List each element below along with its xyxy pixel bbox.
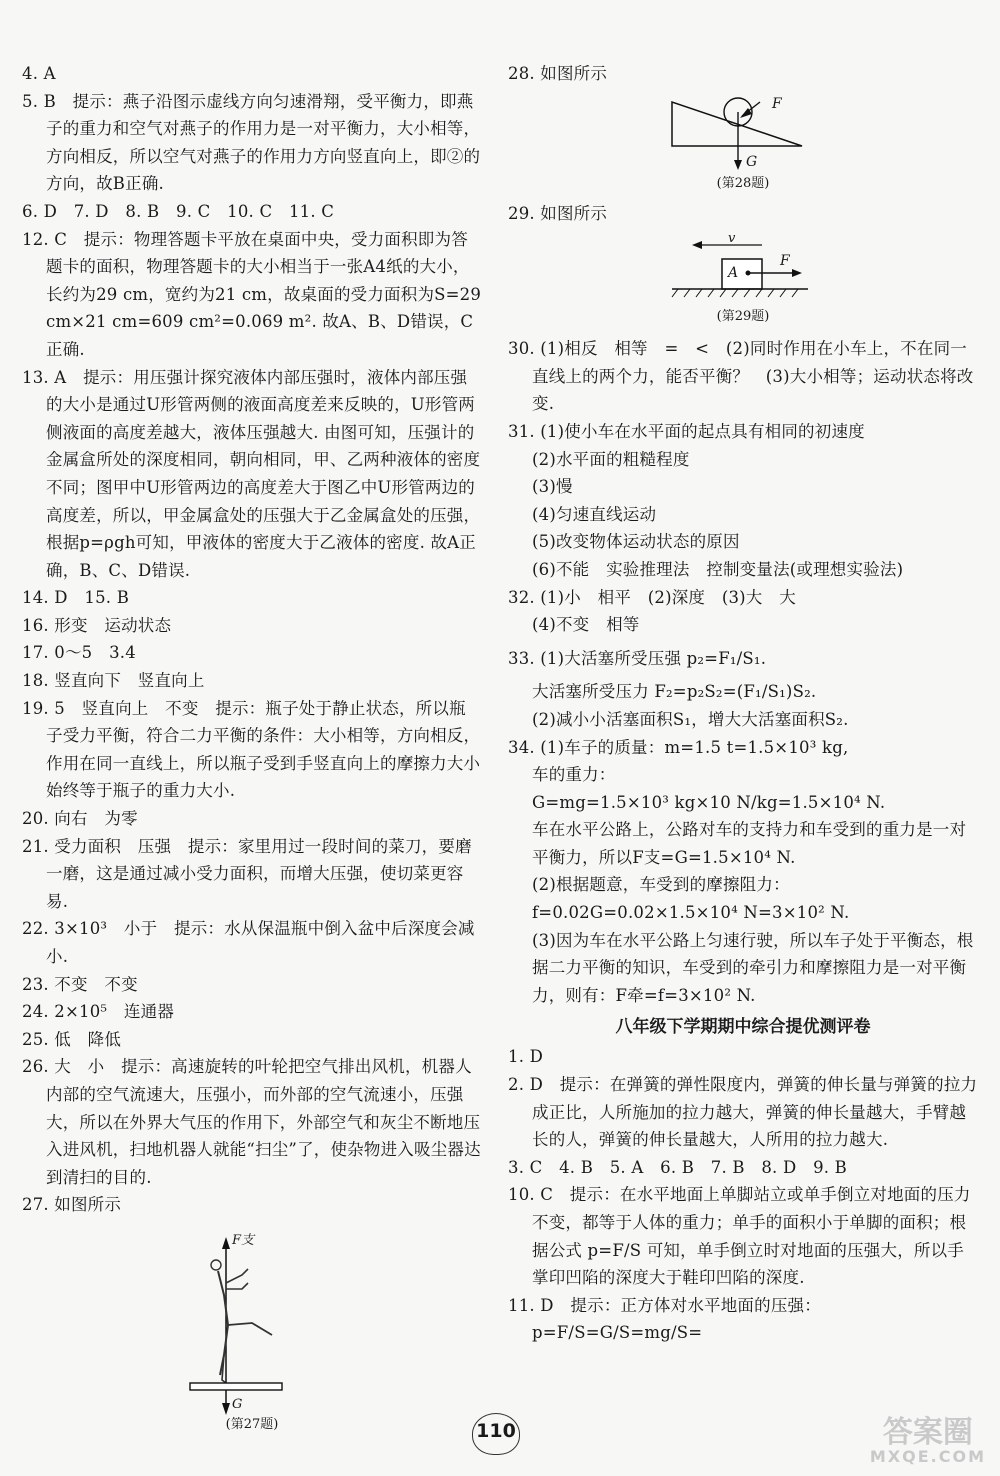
answer-19: 19. 5 竖直向上 不变 提示：瓶子处于静止状态，所以瓶子受力平衡，符合二力平衡的条件：大小相等，方向相反，作用在同一直线上，所以瓶子受到手竖直向上的摩擦力大小始终等于瓶子的重力大小. xyxy=(22,698,481,801)
answer-18: 18. 竖直向下 竖直向上 xyxy=(22,671,205,691)
answer-31-6: (6)不能 实验推理法 控制变量法(或理想实验法) xyxy=(532,559,904,579)
answer-13: 13. A 提示：用压强计探究液体内部压强时，液体内部压强的大小是通过U形管两侧的液面高度差来反映的，U形管两侧液面的高度差越大，液体压强越大. 由图可知，压强计的金属盒所处的深度相同，朝向相同，甲、乙两种液体的密度不同；图甲中U形管两边的高度差大于图乙中U形管两边的高度差，所以，甲金属盒处的压强大于乙金属盒处的压强，根据p=ρgh可知，甲液体的密度大于乙液体的密度. 故A正确，B、C、D错误. xyxy=(22,367,481,580)
left-column xyxy=(22,60,482,1435)
answer-20: 20. 向右 为零 xyxy=(22,809,138,829)
answer-32-2: (4)不变 相等 xyxy=(532,615,640,635)
figure-28-label-f: F xyxy=(772,95,782,112)
answer-31-5: (5)改变物体运动状态的原因 xyxy=(532,532,740,552)
right-column xyxy=(508,60,978,1347)
answers-6-11: 6. D 7. D 8. B 9. C 10. C 11. C xyxy=(22,201,335,221)
answer-34-1: 34. (1)车子的质量：m=1.5 t=1.5×10³ kg, xyxy=(508,737,849,757)
figure-29-drawing xyxy=(668,231,818,307)
answer-5: 5. B 提示：燕子沿图示虚线方向匀速滑翔，受平衡力，即燕子的重力和空气对燕子的作用力是一对平衡力，大小相等，方向相反，所以空气对燕子的作用力方向竖直向上，即②的方向，故B正确. xyxy=(22,91,481,194)
answer-34-6: f=0.02G=0.02×1.5×10⁴ N=3×10² N. xyxy=(532,903,850,923)
answer-16: 16. 形变 运动状态 xyxy=(22,615,172,635)
answer-4: 4. A xyxy=(22,64,56,83)
exam-answer-11: 11. D 提示：正方体对水平地面的压强：p=F/S=G/S=mg/S= xyxy=(508,1295,821,1343)
exam-answer-2: 2. D 提示：在弹簧的弹性限度内，弹簧的伸长量与弹簧的拉力成正比，人所施加的拉力越大，弹簧的伸长量越大，手臂越长的人，弹簧的伸长量越大，人所用的拉力越大. xyxy=(508,1075,978,1150)
answer-34-7: (3)因为车在水平公路上匀速行驶，所以车子处于平衡态，根据二力平衡的知识，车受到的牵引力和摩擦阻力是一对平衡力，则有：F牵=f=3×10² N. xyxy=(532,930,974,1005)
figure-29-label-v: v xyxy=(728,231,736,247)
figure-27-label-gravity: G xyxy=(232,1396,243,1412)
figure-27-drawing xyxy=(182,1225,322,1415)
figure-28-caption: (第28题) xyxy=(716,175,770,191)
answer-27: 27. 如图所示 xyxy=(22,1195,122,1215)
section-title: 八年级下学期期中综合提优测评卷 xyxy=(615,1017,871,1038)
answer-31-3: (3)慢 xyxy=(532,477,573,497)
answer-34-3: G=mg=1.5×10³ kg×10 N/kg=1.5×10⁴ N. xyxy=(532,792,886,812)
answer-31-2: (2)水平面的粗糙程度 xyxy=(532,449,690,469)
answer-29: 29. 如图所示 xyxy=(508,203,608,223)
answer-22: 22. 3×10³ 小于 提示：水从保温瓶中倒入盆中后深度会减小. xyxy=(22,919,475,966)
figure-27-caption: (第27题) xyxy=(225,1416,279,1432)
exam-answer-10: 10. C 提示：在水平地面上单脚站立或单手倒立对地面的压力不变，都等于人体的重力；单手的面积小于单脚的面积；根据公式 p=F/S 可知，单手倒立时对地面的压强大，所以手掌印凹陷的深度大于鞋印凹陷的深度. xyxy=(508,1185,971,1288)
answer-34-2: 车的重力： xyxy=(532,765,616,785)
answer-25: 25. 低 降低 xyxy=(22,1029,122,1049)
watermark-logo xyxy=(869,1415,986,1466)
answer-34-5: (2)根据题意，车受到的摩擦阻力： xyxy=(532,875,790,895)
answer-33-3: (2)减小小活塞面积S₁，增大大活塞面积S₂. xyxy=(532,709,849,729)
answer-24: 24. 2×10⁵ 连通器 xyxy=(22,1002,175,1022)
watermark-sub: MXQE.COM xyxy=(869,1447,986,1466)
answer-23: 23. 不变 不变 xyxy=(22,974,138,994)
answer-28: 28. 如图所示 xyxy=(508,64,608,83)
figure-27-label-support: F支 xyxy=(232,1232,255,1248)
page-number: 110 xyxy=(476,1420,516,1442)
answer-31-1: 31. (1)使小车在水平面的起点具有相同的初速度 xyxy=(508,421,865,441)
figure-28-drawing xyxy=(668,92,818,174)
answer-31-4: (4)匀速直线运动 xyxy=(532,504,657,524)
exam-answers-3-9: 3. C 4. B 5. A 6. B 7. B 8. D 9. B xyxy=(508,1157,847,1177)
figure-27 xyxy=(182,1225,322,1415)
figure-29-label-a: A xyxy=(728,265,739,282)
figure-29-label-f: F xyxy=(780,253,790,270)
answer-21: 21. 受力面积 压强 提示：家里用过一段时间的菜刀，要磨一磨，这是通过减小受力面积，而增大压强，使切菜更容易. xyxy=(22,836,472,911)
answer-33-1: 33. (1)大活塞所受压强 p₂=F₁/S₁. xyxy=(508,648,767,668)
answers-14-15: 14. D 15. B xyxy=(22,588,130,608)
answer-34-4: 车在水平公路上，公路对车的支持力和车受到的重力是一对平衡力，所以F支=G=1.5×10⁴ N. xyxy=(532,820,967,867)
answer-12: 12. C 提示：物理答题卡平放在桌面中央，受力面积即为答题卡的面积，物理答题卡的大小相当于一张A4纸的大小，长约为29 cm，宽约为21 cm，故桌面的受力面积为S=29 cm×21 cm=609 cm²=0.069 m². 故A、B、D错误，C正确. xyxy=(22,229,482,359)
answer-26: 26. 大 小 提示：高速旋转的叶轮把空气排出风机，机器人内部的空气流速大，压强小，而外部的空气流速小，压强大，所以在外界大气压的作用下，外部空气和灰尘不断地压入进风机，扫地机器人就能“扫尘”了，使杂物进入吸尘器达到清扫的目的. xyxy=(22,1057,481,1187)
answer-30: 30. (1)相反 相等 = < (2)同时作用在小车上，不在同一直线上的两个力，能否平衡？ (3)大小相等；运动状态将改变. xyxy=(508,339,974,414)
answer-17: 17. 0～5 3.4 xyxy=(22,643,136,663)
figure-28 xyxy=(668,92,818,174)
answer-32-1: 32. (1)小 相平 (2)深度 (3)大 大 xyxy=(508,587,796,607)
exam-answer-1: 1. D xyxy=(508,1047,544,1067)
figure-28-label-g: G xyxy=(746,153,758,170)
figure-29-caption: (第29题) xyxy=(716,309,770,325)
answer-33-2: 大活塞所受压力 F₂=p₂S₂=(F₁/S₁)S₂. xyxy=(532,682,817,702)
watermark-main: 答案圈 xyxy=(882,1415,973,1450)
figure-29 xyxy=(668,231,818,307)
